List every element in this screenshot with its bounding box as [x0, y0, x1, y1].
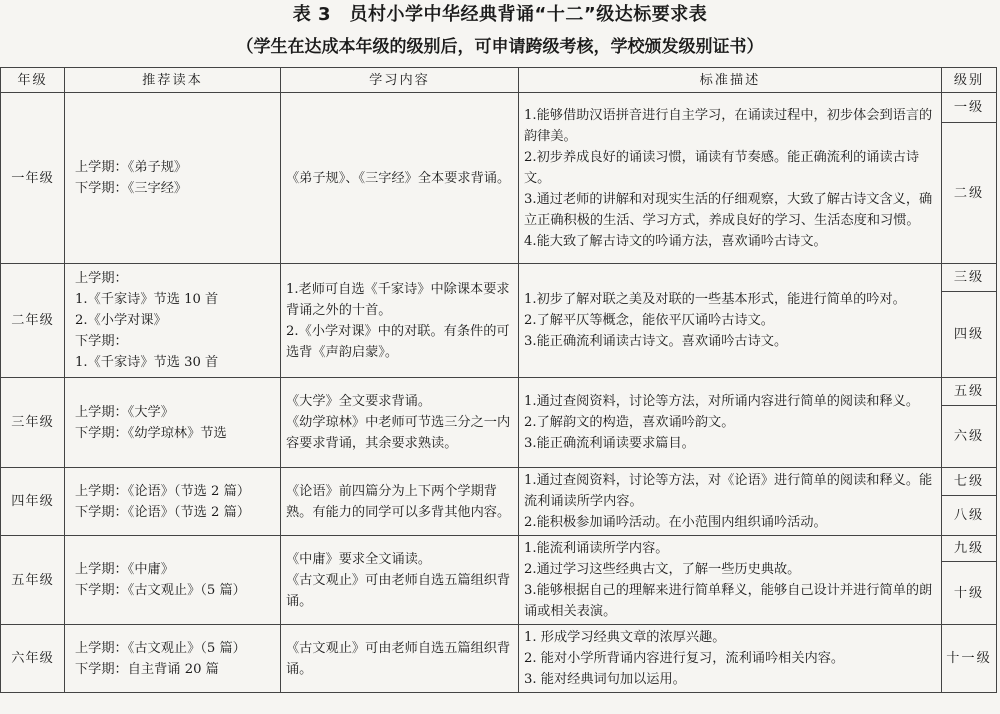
standard-line: 3.通过老师的讲解和对现实生活的仔细观察，大致了解古诗文含义，确立正确积极的生活、学习方式，养成良好的学习、生活态度和习惯。	[524, 191, 933, 228]
content-line: 《古文观止》可由老师自选五篇组织背诵。	[286, 572, 511, 609]
standard-line: 1.初步了解对联之美及对联的一些基本形式，能进行简单的吟对。	[524, 292, 906, 307]
header-content: 学习内容	[281, 68, 519, 93]
standard-cell	[519, 536, 942, 625]
content-cell	[281, 93, 519, 264]
books-cell	[65, 468, 281, 536]
books-line: 上学期：	[75, 271, 128, 286]
content-line: 《论语》前四篇分为上下两个学期背熟。有能力的同学可以多背其他内容。	[286, 483, 511, 520]
content-line: 2.《小学对课》中的对联。有条件的可选背《声韵启蒙》。	[286, 323, 510, 360]
level-cell: 十一级	[942, 625, 997, 693]
standard-line: 1.能够借助汉语拼音进行自主学习，在诵读过程中，初步体会到语言的韵律美。	[524, 107, 933, 144]
books-line: 上学期：《论语》（节选 2 篇）	[75, 483, 251, 499]
content-cell	[281, 468, 519, 536]
books-line: 下学期：《论语》（节选 2 篇）	[75, 504, 251, 520]
standard-cell	[519, 264, 942, 378]
books-line: 上学期：《古文观止》（5 篇）	[75, 640, 246, 656]
books-cell	[65, 625, 281, 693]
level-cell: 五级	[942, 378, 997, 406]
books-line: 下学期：	[75, 334, 128, 349]
content-line: 1.老师可自选《千家诗》中除课本要求背诵之外的十首。	[286, 281, 510, 318]
level-cell: 四级	[942, 292, 997, 378]
standard-line: 2.了解平仄等概念，能依平仄诵吟古诗文。	[524, 313, 774, 328]
standard-line: 1.通过查阅资料，讨论等方法，对《论语》进行简单的阅读和释义。能流利诵读所学内容。	[524, 473, 933, 509]
standard-line: 1. 形成学习经典文章的浓厚兴趣。	[524, 630, 726, 645]
table-row	[1, 264, 997, 292]
level-cell: 一级	[942, 93, 997, 123]
content-line: 《弟子规》、《三字经》全本要求背诵。	[286, 170, 511, 186]
level-cell: 八级	[942, 496, 997, 536]
standard-cell	[519, 625, 942, 693]
books-line: 1.《千家诗》节选 30 首	[75, 355, 219, 370]
table-row	[1, 468, 997, 496]
content-cell	[281, 625, 519, 693]
table-row	[1, 378, 997, 406]
level-cell: 九级	[942, 536, 997, 562]
standard-cell	[519, 378, 942, 468]
level-cell: 三级	[942, 264, 997, 292]
standard-line: 2.通过学习这些经典古文，了解一些历史典故。	[524, 562, 801, 577]
table-row	[1, 625, 997, 693]
standard-line: 3.能正确流利诵读要求篇目。	[524, 436, 695, 451]
standard-line: 2.能积极参加诵吟活动。在小范围内组织诵吟活动。	[524, 515, 827, 530]
books-cell	[65, 93, 281, 264]
books-line: 2.《小学对课》	[75, 313, 167, 328]
grade-cell: 二年级	[1, 264, 65, 378]
header-level: 级别	[942, 68, 997, 93]
grade-cell: 一年级	[1, 93, 65, 264]
books-cell	[65, 378, 281, 468]
books-line: 上学期：《弟子规》	[75, 160, 188, 175]
standard-cell	[519, 468, 942, 536]
standard-line: 1.通过查阅资料，讨论等方法，对所诵内容进行简单的阅读和释义。	[524, 394, 920, 409]
books-line: 下学期：自主背诵 20 篇	[75, 661, 219, 677]
content-cell	[281, 264, 519, 378]
standard-line: 1.能流利诵读所学内容。	[524, 541, 669, 556]
standards-table	[0, 67, 997, 693]
content-line: 《中庸》要求全文诵读。	[286, 551, 432, 567]
standard-line: 3. 能对经典词句加以运用。	[524, 672, 686, 687]
content-line: 《古文观止》可由老师自选五篇组织背诵。	[286, 640, 511, 677]
header-standard: 标准描述	[519, 68, 942, 93]
books-cell	[65, 536, 281, 625]
grade-cell: 六年级	[1, 625, 65, 693]
content-cell	[281, 378, 519, 468]
books-line: 上学期：《中庸》	[75, 562, 174, 577]
books-cell	[65, 264, 281, 378]
grade-cell: 三年级	[1, 378, 65, 468]
standard-line: 2.初步养成良好的诵读习惯，诵读有节奏感。能正确流利的诵读古诗文。	[524, 149, 920, 186]
books-line: 上学期：《大学》	[75, 404, 174, 420]
standard-line: 3.能够根据自己的理解来进行简单释义，能够自己设计并进行简单的朗诵或相关表演。	[524, 583, 933, 619]
table-title: 表 3 员村小学中华经典背诵“十二”级达标要求表	[292, 4, 708, 25]
grade-cell: 四年级	[1, 468, 65, 536]
level-cell: 二级	[942, 123, 997, 264]
header-row	[1, 68, 997, 93]
content-cell	[281, 536, 519, 625]
standard-cell	[519, 93, 942, 264]
books-line: 下学期：《古文观止》（5 篇）	[75, 583, 246, 598]
books-line: 下学期：《三字经》	[75, 181, 188, 196]
header-grade: 年级	[1, 68, 65, 93]
standard-line: 2.了解韵文的构造，喜欢诵吟韵文。	[524, 415, 735, 430]
books-line: 1.《千家诗》节选 10 首	[75, 292, 219, 307]
grade-cell: 五年级	[1, 536, 65, 625]
standard-line: 4.能大致了解古诗文的吟诵方法，喜欢诵吟古诗文。	[524, 233, 827, 249]
standard-line: 2. 能对小学所背诵内容进行复习，流利诵吟相关内容。	[524, 651, 845, 666]
content-line: 《大学》全文要求背诵。	[286, 394, 432, 409]
level-cell: 六级	[942, 406, 997, 468]
table-row	[1, 536, 997, 562]
content-line: 《幼学琼林》中老师可节选三分之一内容要求背诵，其余要求熟读。	[286, 415, 511, 451]
level-cell: 十级	[942, 562, 997, 625]
table-row	[1, 93, 997, 123]
header-books: 推荐读本	[65, 68, 281, 93]
table-subtitle: （学生在达成本年级的级别后，可申请跨级考核，学校颁发级别证书）	[236, 37, 764, 57]
standard-line: 3.能正确流利诵读古诗文。喜欢诵吟古诗文。	[524, 334, 788, 349]
books-line: 下学期：《幼学琼林》节选	[75, 425, 227, 441]
level-cell: 七级	[942, 468, 997, 496]
